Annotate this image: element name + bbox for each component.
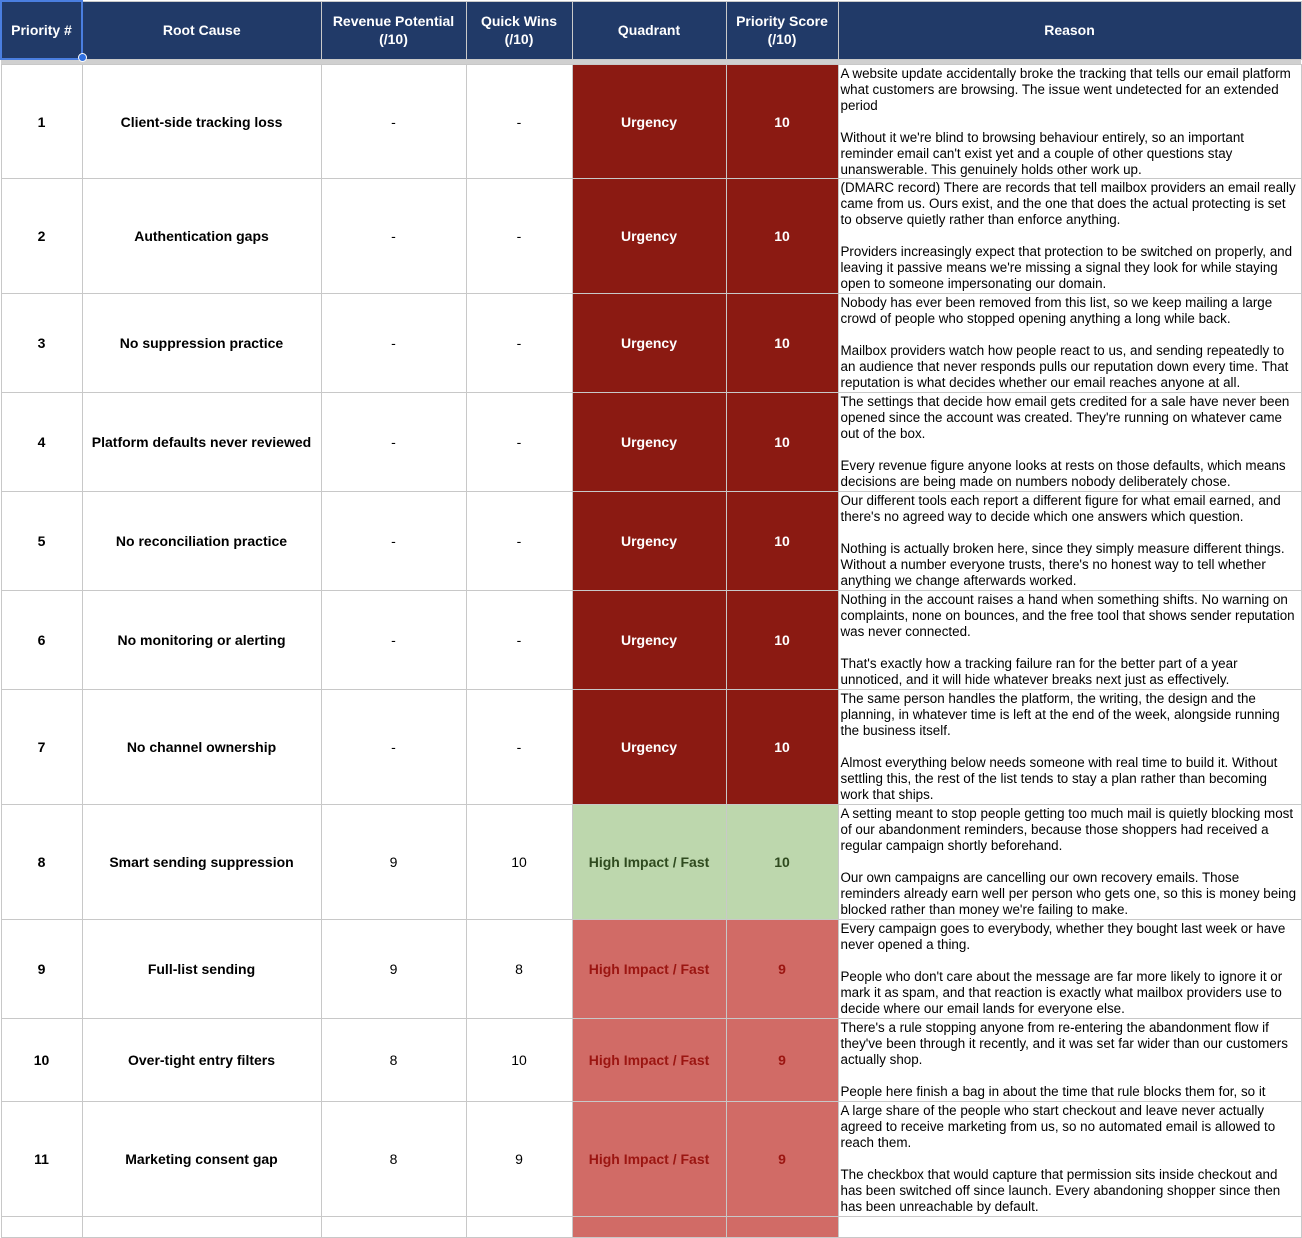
priority-score-cell[interactable]: 10 (726, 591, 838, 690)
priority-score-cell[interactable]: 9 (726, 1102, 838, 1217)
reason-cell[interactable] (838, 393, 1301, 492)
reason-paragraph-1: Every campaign goes to everybody, whether they bought last week or have never opened a thing. (840, 921, 1286, 952)
quadrant-cell[interactable]: Urgency (572, 179, 726, 294)
reason-paragraph-1: There's a rule stopping anyone from re-entering the abandonment flow if they've been through it recently, and it was set far wider than our customers actually shop. (840, 1020, 1288, 1067)
table-row (1, 294, 1301, 393)
reason-paragraph-1: The settings that decide how email gets credited for a sale have never been opened since the account was created. They're running on whatever came out of the box. (840, 394, 1290, 441)
root-cause-cell[interactable]: Authentication gaps (82, 179, 321, 294)
reason-text (841, 394, 1299, 490)
empty-cell[interactable] (466, 1217, 572, 1238)
revenue-cell[interactable]: - (321, 492, 466, 591)
table-row (1, 805, 1301, 920)
empty-cell[interactable] (838, 1217, 1301, 1238)
root-cause-cell[interactable]: Full-list sending (82, 920, 321, 1019)
revenue-cell[interactable]: 8 (321, 1019, 466, 1102)
reason-text (841, 66, 1299, 177)
empty-cell[interactable] (1, 1217, 82, 1238)
quick-wins-cell[interactable]: - (466, 492, 572, 591)
reason-paragraph-2: Our own campaigns are cancelling our own recovery emails. Those reminders already earn well per person who gets one, so this is money being blocked rather than money we're failing to make. (840, 870, 1297, 917)
quick-wins-cell[interactable]: - (466, 690, 572, 805)
quadrant-cell[interactable]: Urgency (572, 65, 726, 179)
reason-paragraph-1: A setting meant to stop people getting too much mail is quietly blocking most of our abandonment reminders, because those shoppers had received a regular campaign shortly beforehand. (840, 806, 1294, 853)
reason-blank-line (841, 739, 1299, 755)
reason-blank-line (841, 1068, 1299, 1084)
root-cause-cell[interactable]: No monitoring or alerting (82, 591, 321, 690)
reason-text (841, 295, 1299, 391)
quadrant-cell[interactable]: Urgency (572, 393, 726, 492)
reason-text (841, 592, 1299, 688)
reason-paragraph-2: People who don't care about the message are far more likely to ignore it or mark it as spam, and that reaction is exactly what mailbox providers use to decide where our email lands for everyone else. (840, 969, 1283, 1016)
root-cause-cell[interactable]: No channel ownership (82, 690, 321, 805)
quick-wins-cell[interactable]: 8 (466, 920, 572, 1019)
quadrant-cell[interactable]: Urgency (572, 294, 726, 393)
table-row (1, 1019, 1301, 1102)
reason-paragraph-1: A website update accidentally broke the tracking that tells our email platform what customers are browsing. The issue went undetected for an extended period (840, 66, 1291, 113)
priority-cell[interactable]: 5 (1, 492, 82, 591)
table-row (1, 1102, 1301, 1217)
reason-cell[interactable] (838, 690, 1301, 805)
quick-wins-cell[interactable]: 9 (466, 1102, 572, 1217)
header-revenue-line2: (/10) (379, 31, 408, 47)
reason-cell[interactable] (838, 65, 1301, 179)
table-row (1, 690, 1301, 805)
empty-cell[interactable] (572, 1217, 726, 1238)
root-cause-cell[interactable]: No reconciliation practice (82, 492, 321, 591)
quick-wins-cell[interactable]: - (466, 393, 572, 492)
reason-paragraph-2: Without it we're blind to browsing behaviour entirely, so an important reminder email can't exist yet and a couple of other questions stay unanswerable. This genuinely holds other work up. (840, 130, 1244, 177)
revenue-cell[interactable]: - (321, 393, 466, 492)
reason-text (841, 180, 1299, 292)
header-score-line2: (/10) (767, 31, 797, 47)
quick-wins-cell[interactable]: - (466, 179, 572, 294)
reason-text (841, 921, 1299, 1017)
revenue-cell[interactable]: 9 (321, 920, 466, 1019)
reason-cell[interactable] (838, 1019, 1301, 1102)
reason-paragraph-2: Almost everything below needs someone with real time to build it. Without settling this, the rest of the list tends to stay a plan rather than becoming work that ships. (840, 755, 1278, 802)
reason-paragraph-1: The same person handles the platform, the writing, the design and the planning, in whatever time is left at the end of the week, alongside running the business itself. (840, 691, 1280, 738)
header-quadrant[interactable]: Quadrant (572, 1, 726, 59)
root-cause-cell[interactable]: Over-tight entry filters (82, 1019, 321, 1102)
table-row (1, 393, 1301, 492)
reason-text (841, 1103, 1299, 1215)
priority-cell[interactable]: 8 (1, 805, 82, 920)
reason-blank-line (841, 640, 1299, 656)
revenue-cell[interactable]: 9 (321, 805, 466, 920)
reason-paragraph-1: A large share of the people who start checkout and leave never actually agreed to receive marketing from us, so no automated email is allowed to reach them. (840, 1103, 1276, 1150)
header-quickwins-line1: Quick Wins (480, 13, 558, 29)
quick-wins-cell[interactable]: - (466, 294, 572, 393)
reason-paragraph-1: Nothing in the account raises a hand when something shifts. No warning on complaints, none on bounces, and the free tool that shows sender reputation was never connected. (840, 592, 1295, 639)
root-cause-cell[interactable]: Client-side tracking loss (82, 65, 321, 179)
reason-blank-line (841, 114, 1299, 130)
reason-text (841, 806, 1299, 918)
priority-cell[interactable]: 11 (1, 1102, 82, 1217)
reason-text (841, 493, 1299, 589)
priority-cell[interactable]: 10 (1, 1019, 82, 1102)
table-row (1, 179, 1301, 294)
header-priority-score[interactable] (726, 1, 838, 59)
reason-paragraph-2: Mailbox providers watch how people react to us, and sending repeatedly to an audience that never responds pulls our reputation down every time. That reputation is what decides whether our email reaches anyone at all. (840, 343, 1289, 390)
header-reason[interactable]: Reason (838, 1, 1301, 59)
reason-paragraph-1: Nobody has ever been removed from this list, so we keep mailing a large crowd of people who stopped opening anything a long while back. (840, 295, 1273, 326)
reason-paragraph-1: (DMARC record) There are records that tell mailbox providers an email really came from us. Ours exist, and the one that does the actual protecting is set to observe quietly rather than enforce anything. (840, 180, 1296, 227)
reason-cell[interactable] (838, 294, 1301, 393)
priority-cell[interactable]: 9 (1, 920, 82, 1019)
table-row (1, 65, 1301, 179)
revenue-cell[interactable]: - (321, 690, 466, 805)
revenue-cell[interactable]: - (321, 591, 466, 690)
quadrant-cell[interactable]: High Impact / Fast (572, 1019, 726, 1102)
root-cause-cell[interactable]: No suppression practice (82, 294, 321, 393)
empty-cell[interactable] (726, 1217, 838, 1238)
priority-score-cell[interactable]: 10 (726, 805, 838, 920)
reason-cell[interactable] (838, 920, 1301, 1019)
reason-blank-line (841, 442, 1299, 458)
reason-blank-line (841, 953, 1299, 969)
table-body (1, 65, 1301, 1238)
reason-cell[interactable] (838, 805, 1301, 920)
reason-blank-line (841, 1151, 1299, 1167)
reason-cell[interactable] (838, 1102, 1301, 1217)
header-revenue-potential[interactable] (321, 1, 466, 59)
header-quick-wins[interactable] (466, 1, 572, 59)
reason-paragraph-2: Nothing is actually broken here, since they simply measure different things. Without a number everyone trusts, there's no honest way to tell whether anything we change afterwards worked. (840, 541, 1285, 588)
reason-blank-line (841, 228, 1299, 244)
priority-score-cell[interactable]: 10 (726, 393, 838, 492)
quadrant-cell[interactable]: High Impact / Fast (572, 920, 726, 1019)
priority-cell[interactable]: 6 (1, 591, 82, 690)
reason-paragraph-2: Every revenue figure anyone looks at rests on those defaults, which means decisions are being made on numbers nobody deliberately chose. (840, 458, 1286, 489)
priority-score-cell[interactable]: 10 (726, 65, 838, 179)
reason-cell[interactable] (838, 492, 1301, 591)
root-cause-cell[interactable]: Marketing consent gap (82, 1102, 321, 1217)
empty-cell[interactable] (321, 1217, 466, 1238)
reason-paragraph-2: The checkbox that would capture that permission sits inside checkout and has been switched off since launch. Every abandoning shopper since then has been unreachable by default. (840, 1167, 1281, 1214)
priority-score-cell[interactable]: 10 (726, 179, 838, 294)
priority-cell[interactable]: 7 (1, 690, 82, 805)
priority-cell[interactable]: 1 (1, 65, 82, 179)
reason-paragraph-2: Providers increasingly expect that protection to be switched on properly, and leaving it passive means we're missing a signal they look for while staying open to someone impersonating our domain. (840, 244, 1293, 291)
table-row (1, 920, 1301, 1019)
reason-blank-line (841, 854, 1299, 870)
priority-cell[interactable]: 3 (1, 294, 82, 393)
revenue-cell[interactable]: - (321, 65, 466, 179)
header-row (1, 1, 1301, 59)
priority-cell[interactable]: 2 (1, 179, 82, 294)
revenue-cell[interactable]: - (321, 179, 466, 294)
header-score-line1: Priority Score (736, 13, 828, 29)
header-quickwins-line2: (/10) (504, 31, 534, 47)
table-row (1, 492, 1301, 591)
table-row (1, 591, 1301, 690)
header-root-cause[interactable]: Root Cause (82, 1, 321, 59)
root-cause-cell[interactable]: Platform defaults never reviewed (82, 393, 321, 492)
quick-wins-cell[interactable]: 10 (466, 1019, 572, 1102)
header-revenue-line1: Revenue Potential (332, 13, 455, 29)
revenue-cell[interactable]: - (321, 294, 466, 393)
quadrant-cell[interactable]: High Impact / Fast (572, 1102, 726, 1217)
reason-text (841, 691, 1299, 803)
priority-score-cell[interactable]: 10 (726, 294, 838, 393)
quick-wins-cell[interactable]: - (466, 65, 572, 179)
quick-wins-cell[interactable]: 10 (466, 805, 572, 920)
priority-score-cell[interactable]: 10 (726, 492, 838, 591)
empty-cell[interactable] (82, 1217, 321, 1238)
reason-paragraph-2: That's exactly how a tracking failure ran for the better part of a year unnoticed, and it will hide whatever breaks next just as effectively. (840, 656, 1238, 687)
quadrant-cell[interactable]: Urgency (572, 690, 726, 805)
revenue-cell[interactable]: 8 (321, 1102, 466, 1217)
quadrant-cell[interactable]: High Impact / Fast (572, 805, 726, 920)
reason-blank-line (841, 327, 1299, 343)
reason-paragraph-1: Our different tools each report a different figure for what email earned, and there's no agreed way to decide which one answers which question. (840, 493, 1281, 524)
priority-score-cell[interactable]: 10 (726, 690, 838, 805)
priority-score-cell[interactable]: 9 (726, 1019, 838, 1102)
reason-paragraph-2: People here finish a bag in about the time that rule blocks them for, so it (840, 1084, 1266, 1099)
priority-score-cell[interactable]: 9 (726, 920, 838, 1019)
priority-cell[interactable]: 4 (1, 393, 82, 492)
selection-handle[interactable] (78, 53, 87, 62)
quadrant-cell[interactable]: Urgency (572, 492, 726, 591)
reason-cell[interactable] (838, 591, 1301, 690)
quadrant-cell[interactable]: Urgency (572, 591, 726, 690)
root-cause-cell[interactable]: Smart sending suppression (82, 805, 321, 920)
header-priority[interactable]: Priority # (1, 1, 82, 59)
quick-wins-cell[interactable]: - (466, 591, 572, 690)
reason-blank-line (841, 525, 1299, 541)
reason-cell[interactable] (838, 179, 1301, 294)
reason-text (841, 1020, 1299, 1100)
table-row (1, 1217, 1301, 1238)
